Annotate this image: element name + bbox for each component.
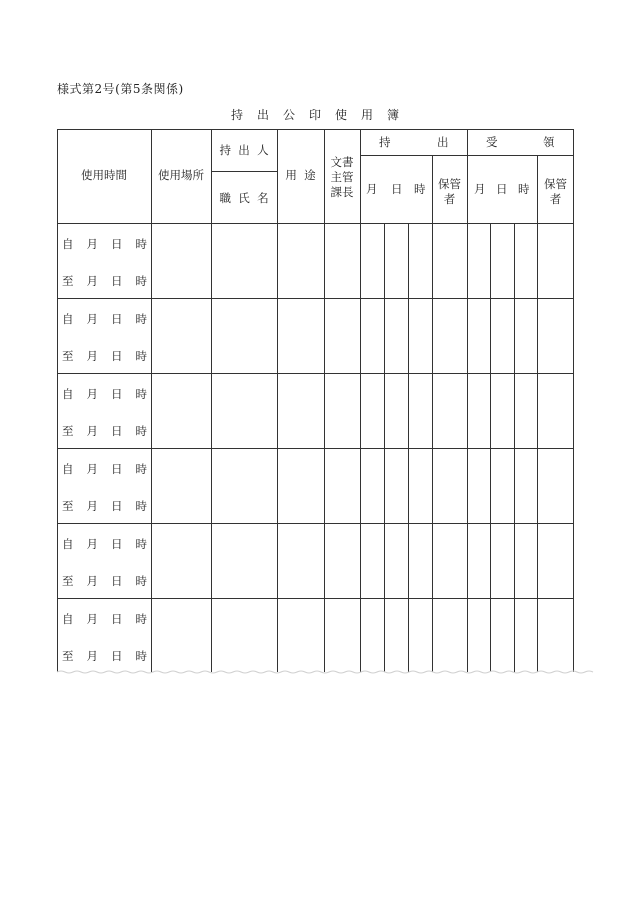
row-from-label: 自 月 日 時: [62, 387, 147, 401]
header-takeout-1: 持: [379, 135, 391, 149]
row-to-label: 至 月 日 時: [62, 649, 147, 663]
header-receipt-keeper: 保管 者: [544, 177, 567, 206]
header-takeout-2: 出: [437, 135, 449, 149]
header-usage-place: 使用場所: [158, 168, 204, 182]
title-char: 使: [335, 108, 348, 122]
header-usage-time: 使用時間: [81, 168, 127, 182]
header-takeout-keeper: 保管 者: [438, 177, 461, 206]
title-char: 公: [282, 108, 295, 122]
row-to-label: 至 月 日 時: [62, 274, 147, 288]
form-number-label: 様式第2号(第5条関係): [57, 82, 184, 96]
row-to-label: 至 月 日 時: [62, 349, 147, 363]
row-from-label: 自 月 日 時: [62, 237, 147, 251]
header-receipt-1: 受: [486, 135, 498, 149]
title-char: 持: [230, 108, 243, 122]
title-char: 用: [361, 108, 374, 122]
header-receipt-day: 日: [496, 182, 508, 196]
row-from-label: 自 月 日 時: [62, 312, 147, 326]
header-doc-chief: 文書 主管 課長: [330, 155, 354, 199]
title-char: 印: [308, 108, 321, 122]
header-receipt-hour: 時: [518, 182, 530, 196]
title-char: 簿: [387, 108, 400, 122]
row-to-label: 至 月 日 時: [62, 574, 147, 588]
header-takeout-hour: 時: [414, 182, 426, 196]
header-carrier-position: 職 氏 名: [219, 191, 269, 205]
row-from-label: 自 月 日 時: [62, 537, 147, 551]
header-takeout-month: 月: [366, 182, 378, 196]
row-from-label: 自 月 日 時: [62, 612, 147, 626]
header-carrier: 持 出 人: [219, 143, 269, 157]
title-char: 出: [256, 108, 269, 122]
header-takeout-day: 日: [391, 182, 403, 196]
header-purpose: 用 途: [285, 168, 316, 182]
header-receipt-2: 領: [543, 135, 555, 149]
row-to-label: 至 月 日 時: [62, 499, 147, 513]
row-from-label: 自 月 日 時: [62, 462, 147, 476]
header-receipt-month: 月: [474, 182, 486, 196]
row-to-label: 至 月 日 時: [62, 424, 147, 438]
